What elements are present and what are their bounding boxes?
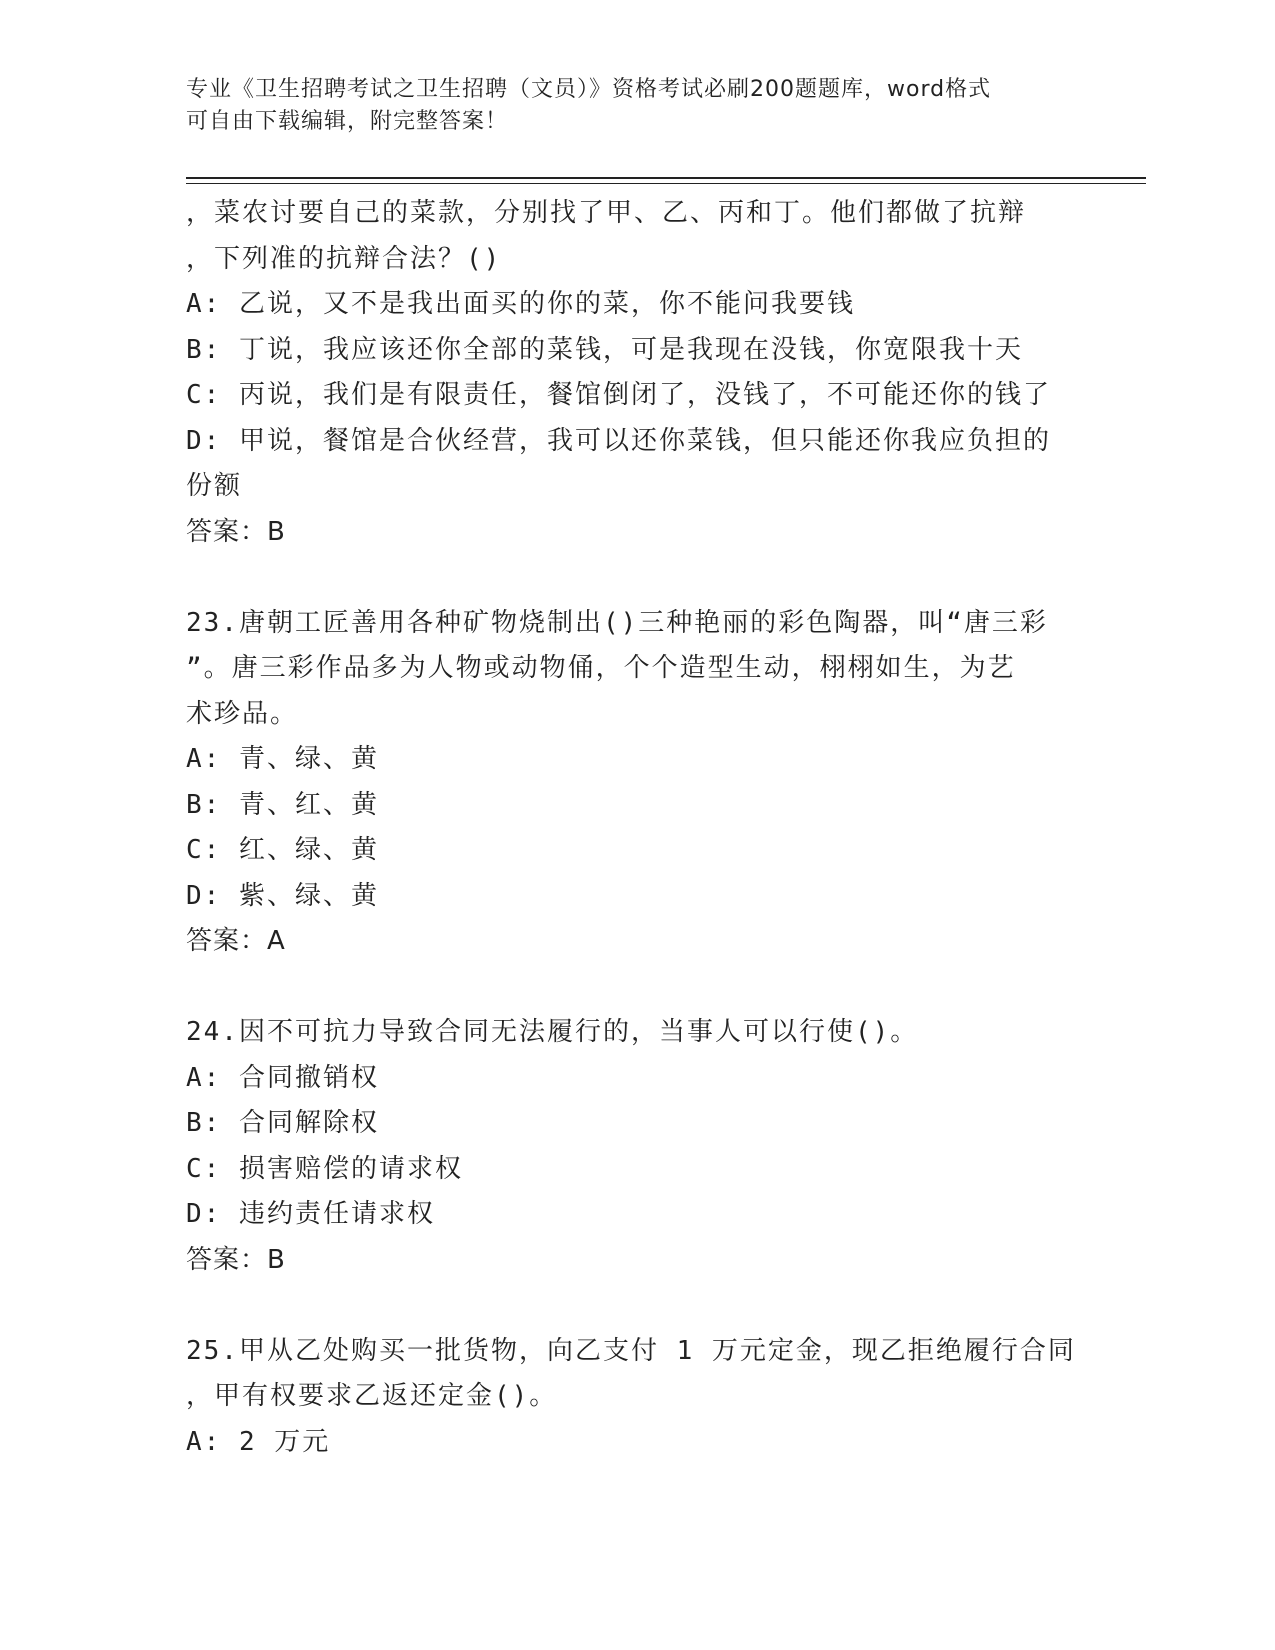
question-24 [186,1010,1086,1283]
answer-label: 答案：B [186,1244,286,1275]
answer-label: 答案：A [186,926,286,956]
option-a: A: 合同撤销权 [186,1062,379,1093]
option-d-continued: 份额 [186,471,243,501]
header-rule-thick [186,177,1146,179]
question-stem-line: ，菜农讨要自己的菜款，分别找了甲、乙、丙和丁。他们都做了抗辩 [186,198,1027,228]
option-d: D: 甲说，餐馆是合伙经营，我可以还你菜钱，但只能还你我应负担的 [186,425,1051,456]
question-stem-line: 术珍品。 [186,698,299,729]
question-stem-line: ，下列准的抗辩合法？() [186,243,502,274]
question-22 [186,191,1086,555]
question-stem-line: ”。唐三彩作品多为人物或动物俑，个个造型生动，栩栩如生，为艺 [186,653,1016,683]
spacer [186,555,1086,601]
question-25 [186,1329,1086,1466]
question-stem-line: 25.甲从乙处购买一批货物，向乙支付 1 万元定金，现乙拒绝履行合同 [186,1335,1076,1366]
question-23 [186,601,1086,965]
option-a: A: 2 万元 [186,1426,331,1457]
header-rule-thin [186,183,1146,184]
question-stem-line: 24.因不可抗力导致合同无法履行的，当事人可以行使()。 [186,1017,919,1047]
option-b: B: 合同解除权 [186,1108,379,1138]
spacer [186,965,1086,1011]
option-b: B: 丁说，我应该还你全部的菜钱，可是我现在没钱，你宽限我十天 [186,334,1023,365]
option-c: C: 损害赔偿的请求权 [186,1153,463,1184]
option-c: C: 丙说，我们是有限责任，餐馆倒闭了，没钱了，不可能还你的钱了 [186,380,1051,410]
option-d: D: 违约责任请求权 [186,1199,435,1229]
question-stem-line: ，甲有权要求乙返还定金()。 [186,1381,558,1411]
header-line-2: 可自由下载编辑，附完整答案！ [186,109,509,134]
option-b: B: 青、红、黄 [186,789,379,820]
spacer [186,1283,1086,1329]
question-stem-line: 23.唐朝工匠善用各种矿物烧制出()三种艳丽的彩色陶器，叫“唐三彩 [186,607,1048,638]
answer-label: 答案：B [186,516,286,547]
option-c: C: 红、绿、黄 [186,835,379,865]
question-list [186,191,1086,1465]
option-d: D: 紫、绿、黄 [186,880,379,911]
header-line-1: 专业《卫生招聘考试之卫生招聘（文员）》资格考试必刷200题题库，word格式 [186,77,992,102]
option-a: A: 乙说，又不是我出面买的你的菜，你不能问我要钱 [186,289,855,319]
option-a: A: 青、绿、黄 [186,744,379,774]
page-header [186,74,1066,138]
